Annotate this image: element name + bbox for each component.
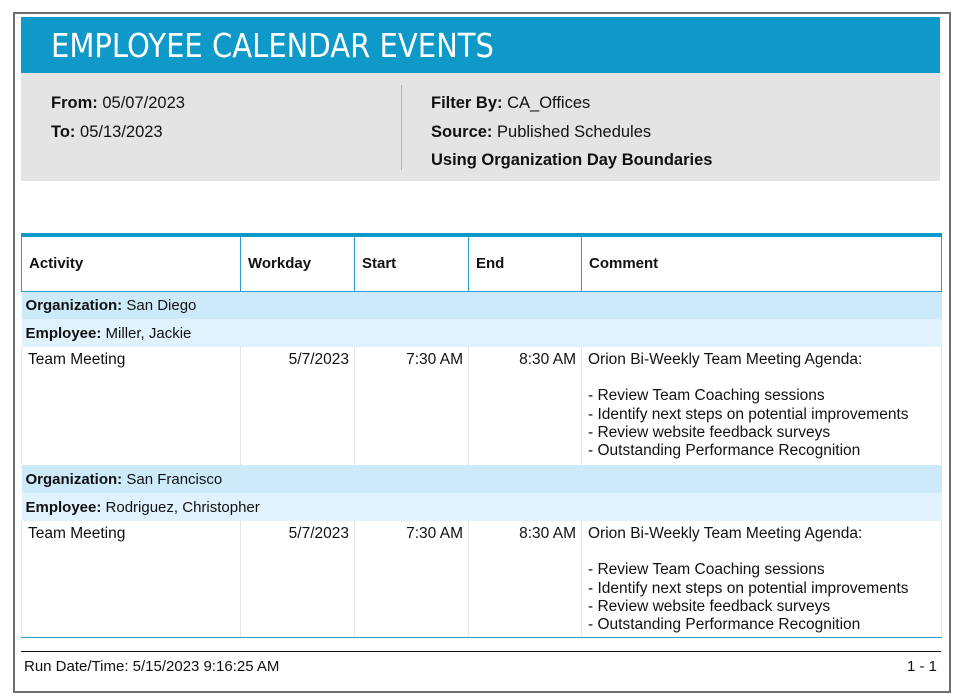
from-label: From: bbox=[51, 94, 98, 112]
to-value: 05/13/2023 bbox=[80, 122, 163, 141]
comment-heading: Orion Bi-Weekly Team Meeting Agenda: bbox=[588, 351, 863, 368]
source-value: Published Schedules bbox=[497, 122, 652, 141]
employee-value: Miller, Jackie bbox=[105, 324, 192, 342]
table-row bbox=[22, 521, 942, 637]
comment-cell bbox=[582, 347, 942, 465]
end-cell: 8:30 AM bbox=[469, 347, 582, 465]
organization-group-row bbox=[22, 291, 942, 319]
filter-value: CA_Offices bbox=[507, 94, 591, 112]
comment-line: - Identify next steps on potential improvements bbox=[588, 405, 909, 423]
source bbox=[431, 118, 712, 147]
source-label: Source: bbox=[431, 122, 493, 141]
run-datetime: Run Date/Time: 5/15/2023 9:16:25 AM bbox=[24, 658, 280, 675]
column-header-start: Start bbox=[355, 235, 469, 291]
filter-label: Filter By: bbox=[431, 94, 503, 112]
comment-line: - Review website feedback surveys bbox=[588, 597, 831, 615]
column-header-activity: Activity bbox=[22, 235, 241, 291]
events-table bbox=[21, 233, 942, 638]
employee-group-row bbox=[22, 319, 942, 347]
organization-value: San Diego bbox=[126, 296, 197, 314]
column-header-comment: Comment bbox=[582, 235, 942, 291]
employee-label: Employee: bbox=[25, 324, 102, 342]
comment-cell bbox=[582, 521, 942, 637]
start-cell: 7:30 AM bbox=[355, 347, 469, 465]
employee-value: Rodriguez, Christopher bbox=[105, 498, 260, 516]
report-header-band bbox=[21, 17, 940, 73]
organization-value: San Francisco bbox=[126, 470, 223, 488]
to-date bbox=[51, 118, 185, 147]
column-header-end: End bbox=[469, 235, 582, 291]
table-header-row bbox=[22, 235, 942, 291]
page-range: 1 - 1 bbox=[906, 658, 937, 675]
day-boundaries-note: Using Organization Day Boundaries bbox=[431, 151, 713, 169]
organization-label: Organization: bbox=[25, 470, 123, 488]
comment-line: - Identify next steps on potential improvements bbox=[588, 579, 909, 597]
column-header-workday: Workday bbox=[241, 235, 355, 291]
workday-cell: 5/7/2023 bbox=[241, 521, 355, 637]
comment-line: - Outstanding Performance Recognition bbox=[588, 616, 861, 634]
end-cell: 8:30 AM bbox=[469, 521, 582, 637]
table-row bbox=[22, 347, 942, 465]
comment-line: - Review Team Coaching sessions bbox=[588, 387, 825, 405]
report-parameters-panel bbox=[21, 73, 940, 181]
organization-label: Organization: bbox=[25, 296, 123, 314]
date-range bbox=[51, 89, 185, 146]
info-divider bbox=[401, 85, 402, 170]
filter-by bbox=[431, 89, 712, 118]
organization-group-row bbox=[22, 465, 942, 493]
comment-line: - Review website feedback surveys bbox=[588, 423, 831, 441]
comment-line: - Review Team Coaching sessions bbox=[588, 561, 825, 579]
comment-line: - Outstanding Performance Recognition bbox=[588, 442, 861, 460]
start-cell: 7:30 AM bbox=[355, 521, 469, 637]
filter-info bbox=[431, 89, 712, 175]
from-date bbox=[51, 89, 185, 118]
from-value: 05/07/2023 bbox=[102, 94, 185, 112]
to-label: To: bbox=[51, 122, 76, 141]
activity-cell: Team Meeting bbox=[22, 347, 241, 465]
footer-rule bbox=[21, 651, 941, 652]
workday-cell: 5/7/2023 bbox=[241, 347, 355, 465]
report-title: EMPLOYEE CALENDAR EVENTS bbox=[51, 26, 494, 65]
activity-cell: Team Meeting bbox=[22, 521, 241, 637]
comment-heading: Orion Bi-Weekly Team Meeting Agenda: bbox=[588, 525, 863, 542]
employee-group-row bbox=[22, 493, 942, 521]
employee-label: Employee: bbox=[25, 498, 102, 516]
